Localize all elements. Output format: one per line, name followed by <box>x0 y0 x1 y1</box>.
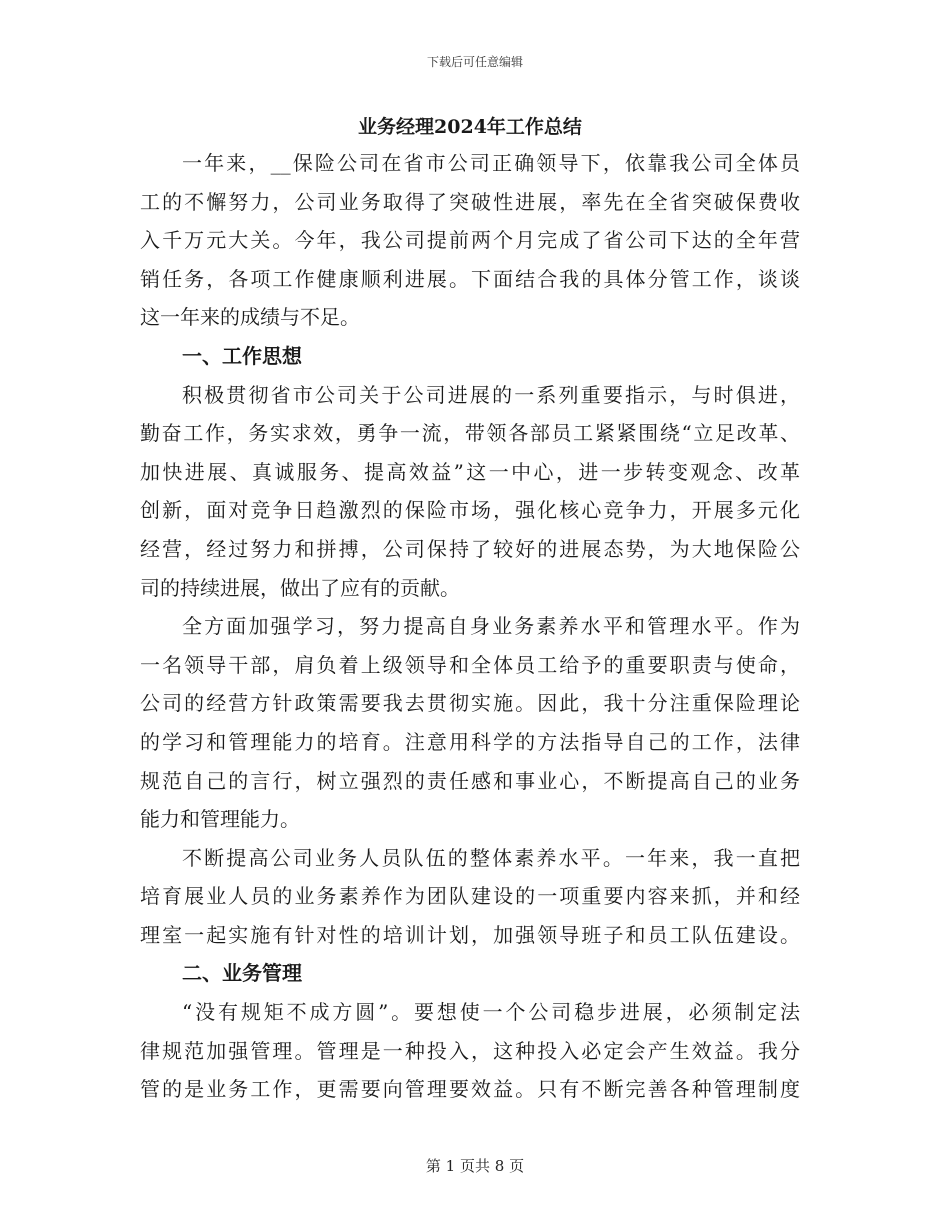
document-body <box>140 110 800 1109</box>
text-line: 理室一起实施有针对性的培训计划，加强领导班子和员工队伍建设。 <box>140 922 800 947</box>
text-line: 一年来，__保险公司在省市公司正确领导下，依靠我公司全体员 <box>182 151 800 175</box>
text-line: 管的是业务工作，更需要向管理要效益。只有不断完善各种管理制度 <box>140 1077 800 1102</box>
text-line: 司的持续进展，做出了应有的贡献。 <box>140 575 460 600</box>
page-footer: 第 1 页共 8 页 <box>425 1157 525 1175</box>
text-line: 全方面加强学习，努力提高自身业务素养水平和管理水平。作为 <box>182 614 800 639</box>
section-heading: 一、工作思想 <box>182 343 302 368</box>
text-line: 一名领导干部，肩负着上级领导和全体员工给予的重要职责与使命， <box>140 652 800 677</box>
text-line: 加快进展、真诚服务、提高效益”这一中心，进一步转变观念、改革 <box>140 459 800 484</box>
text-line: 入千万元大关。今年，我公司提前两个月完成了省公司下达的全年营 <box>140 228 800 253</box>
text-line: 经营，经过努力和拼搏，公司保持了较好的进展态势，为大地保险公 <box>140 536 800 561</box>
text-line: 的学习和管理能力的培育。注意用科学的方法指导自己的工作，法律 <box>140 729 800 754</box>
text-line: 能力和管理能力。 <box>140 807 300 832</box>
document-lines <box>140 144 800 1109</box>
text-line: 这一年来的成绩与不足。 <box>140 305 360 330</box>
text-line: 创新，面对竞争日趋激烈的保险市场，强化核心竞争力，开展多元化 <box>140 498 800 523</box>
text-line: 培育展业人员的业务素养作为团队建设的一项重要内容来抓，并和经 <box>140 884 800 909</box>
header-note: 下载后可任意编辑 <box>426 55 523 69</box>
section-heading: 二、业务管理 <box>182 961 302 986</box>
text-line: 规范自己的言行，树立强烈的责任感和事业心，不断提高自己的业务 <box>140 768 800 793</box>
text-line: 不断提高公司业务人员队伍的整体素养水平。一年来，我一直把 <box>182 845 800 870</box>
text-line: 公司的经营方针政策需要我去贯彻实施。因此，我十分注重保险理论 <box>140 691 800 716</box>
document-title: 业务经理2024年工作总结 <box>358 116 582 138</box>
text-line: 销任务，各项工作健康顺利进展。下面结合我的具体分管工作，谈谈 <box>140 266 800 291</box>
text-line: 积极贯彻省市公司关于公司进展的一系列重要指示，与时俱进， <box>182 382 800 407</box>
text-line: 勤奋工作，务实求效，勇争一流，带领各部员工紧紧围绕“立足改革、 <box>140 421 800 446</box>
text-line: 律规范加强管理。管理是一种投入，这种投入必定会产生效益。我分 <box>140 1038 800 1063</box>
text-line: 工的不懈努力，公司业务取得了突破性进展，率先在全省突破保费收 <box>140 189 800 214</box>
text-line: “没有规矩不成方圆”。要想使一个公司稳步进展，必须制定法 <box>182 1000 800 1025</box>
